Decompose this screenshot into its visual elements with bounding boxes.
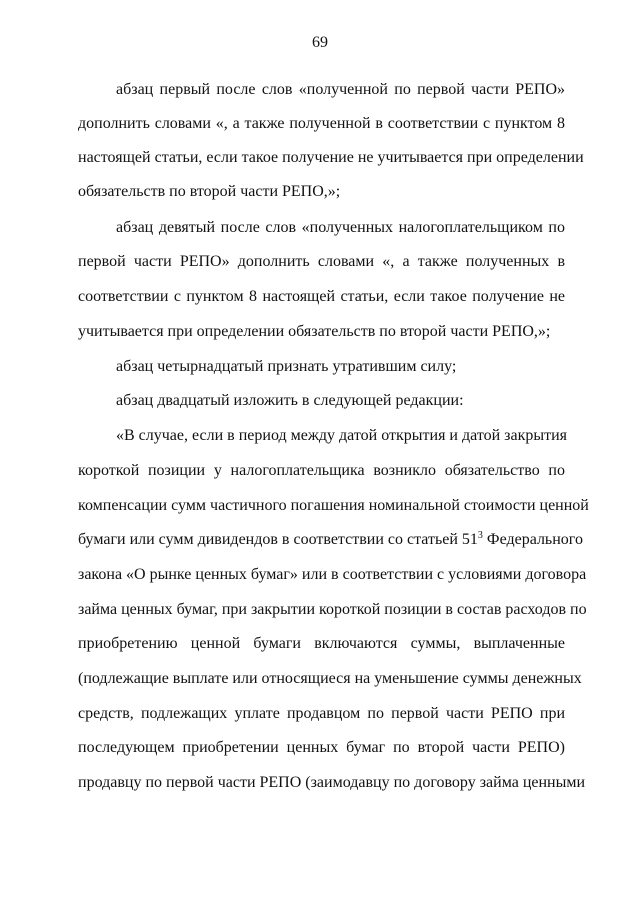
text-line: займа ценных бумаг, при закрытии короткой позиции в состав расходов по <box>78 601 587 618</box>
text-line: абзац четырнадцатый признать утратившим силу; <box>116 358 457 375</box>
text-line: закона «О рынке ценных бумаг» или в соответствии с условиями договора <box>78 566 587 583</box>
text-line: дополнить словами «, а также полученной в соответствии с пунктом 8 <box>78 115 565 132</box>
text-line: настоящей статьи, если такое получение не учитывается при определении <box>78 149 584 166</box>
text-span: бумаги или сумм дивидендов в соответствии со статьей 51 <box>78 531 478 548</box>
text-line: учитывается при определении обязательств по второй части РЕПО,»; <box>78 323 551 340</box>
text-line: абзац первый после слов «полученной по первой части РЕПО» <box>116 81 565 98</box>
text-line: первой части РЕПО» дополнить словами «, а также полученных в <box>78 253 565 270</box>
text-line: приобретению ценной бумаги включаются суммы, выплаченные <box>78 635 565 652</box>
footnote-superscript: 3 <box>477 530 483 541</box>
text-line: короткой позиции у налогоплательщика возникло обязательство по <box>78 462 565 479</box>
text-line: продавцу по первой части РЕПО (заимодавцу по договору займа ценными <box>78 774 586 791</box>
page-number: 69 <box>312 34 328 51</box>
text-line: обязательств по второй части РЕПО,»; <box>78 183 341 200</box>
text-line: компенсации сумм частичного погашения номинальной стоимости ценной <box>78 497 589 514</box>
text-line: абзац двадцатый изложить в следующей редакции: <box>116 392 464 409</box>
text-line: абзац девятый после слов «полученных налогоплательщиком по <box>116 219 565 236</box>
text-line: «В случае, если в период между датой открытия и датой закрытия <box>116 427 568 444</box>
text-span: Федерального <box>482 531 583 548</box>
text-line: средств, подлежащих уплате продавцом по первой части РЕПО при <box>78 705 565 722</box>
text-line: последующем приобретении ценных бумаг по второй части РЕПО) <box>78 739 565 756</box>
text-line: соответствии с пунктом 8 настоящей статьи, если такое получение не <box>78 288 565 305</box>
text-line: (подлежащие выплате или относящиеся на уменьшение суммы денежных <box>78 670 582 687</box>
text-line <box>78 528 583 552</box>
